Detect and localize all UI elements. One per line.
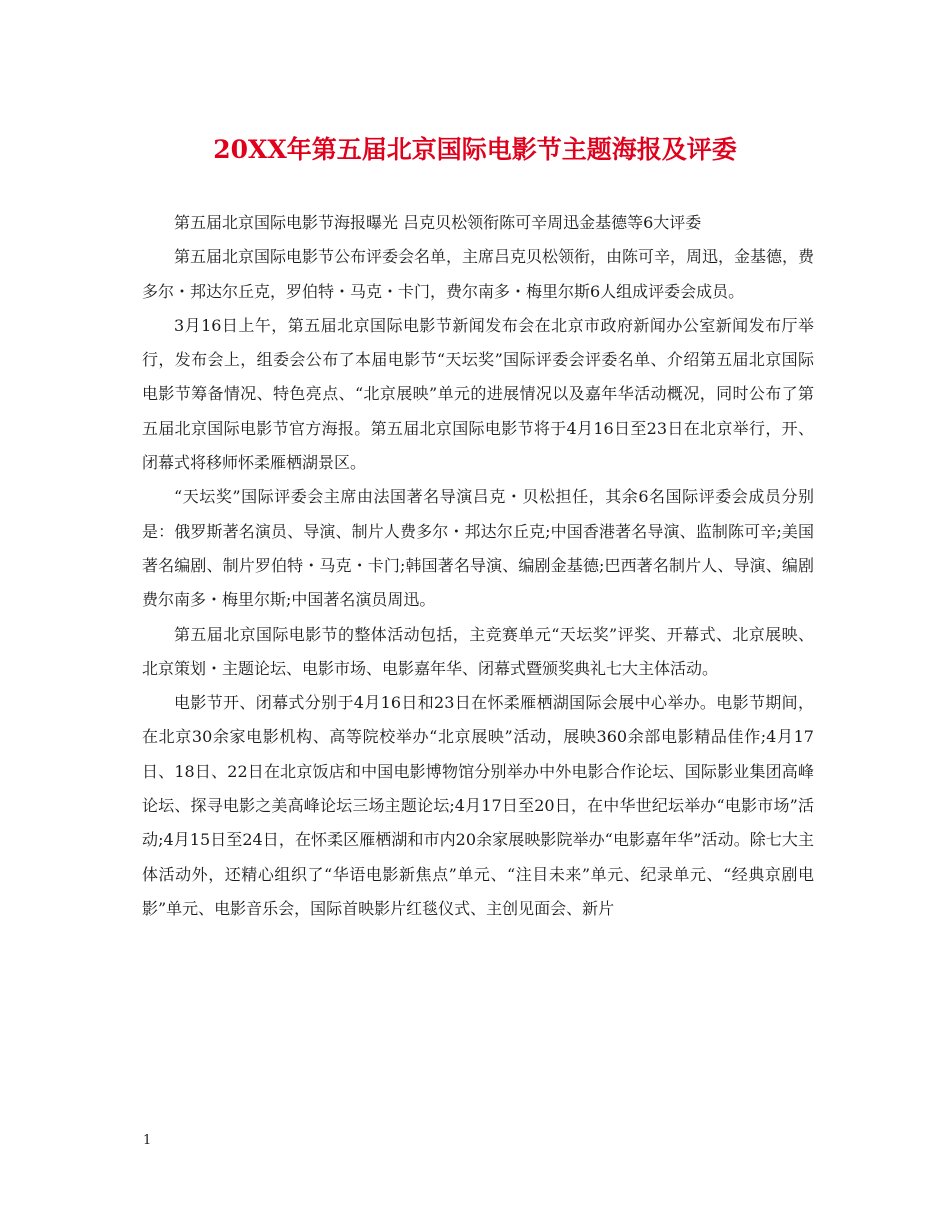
paragraph-jury-members: “天坛奖”国际评委会主席由法国著名导演吕克・贝松担任，其余6名国际评委会成员分别是：俄罗斯著名演员、导演、制片人费多尔・邦达尔丘克;中国香港著名导演、监制陈可辛;美国著名编剧、制片罗伯特・马克・卡门;韩国著名导演、编剧金基德;巴西著名制片人、导演、编剧费尔南多・梅里尔斯;中国著名演员周迅。 (142, 487, 814, 610)
paragraph-activities: 第五届北京国际电影节的整体活动包括，主竞赛单元“天坛奖”评奖、开幕式、北京展映、北京策划・主题论坛、电影市场、电影嘉年华、闭幕式暨颁奖典礼七大主体活动。 (142, 624, 814, 678)
paragraph-schedule: 电影节开、闭幕式分别于4月16日和23日在怀柔雁栖湖国际会展中心举办。电影节期间，在北京30余家电影机构、高等院校举办“北京展映”活动，展映360余部电影精品佳作;4月17日、18日、22日在北京饭店和中国电影博物馆分别举办中外电影合作论坛、国际影业集团高峰论坛、探寻电影之美高峰论坛三场主题论坛;4月17日至20日，在中华世纪坛举办“电影市场”活动;4月15日至24日，在怀柔区雁栖湖和市内20余家展映影院举办“电影嘉年华”活动。除七大主体活动外，还精心组织了“华语电影新焦点”单元、“注目未来”单元、纪录单元、“经典京剧电影”单元、电影音乐会，国际首映影片红毯仪式、主创见面会、新片 (142, 693, 814, 918)
paragraph-press-conference: 3月16日上午，第五届北京国际电影节新闻发布会在北京市政府新闻办公室新闻发布厅举行，发布会上，组委会公布了本届电影节“天坛奖”国际评委会评委名单、介绍第五届北京国际电影节筹备情况、特色亮点、“北京展映”单元的进展情况以及嘉年华活动概况，同时公布了第五届北京国际电影节官方海报。第五届北京国际电影节将于4月16日至23日在北京举行，开、闭幕式将移师怀柔雁栖湖景区。 (142, 315, 814, 473)
paragraph-jury-list: 第五届北京国际电影节公布评委会名单，主席吕克贝松领衔，由陈可辛，周迅，金基德，费多尔・邦达尔丘克，罗伯特・马克・卡门，费尔南多・梅里尔斯6人组成评委会成员。 (142, 247, 815, 301)
paragraph-subheadline: 第五届北京国际电影节海报曝光 吕克贝松领衔陈可辛周迅金基德等6大评委 (174, 213, 702, 232)
page-number: 1 (143, 1133, 152, 1148)
document-title: 20XX年第五届北京国际电影节主题海报及评委 (213, 135, 737, 164)
document-body (142, 206, 814, 926)
